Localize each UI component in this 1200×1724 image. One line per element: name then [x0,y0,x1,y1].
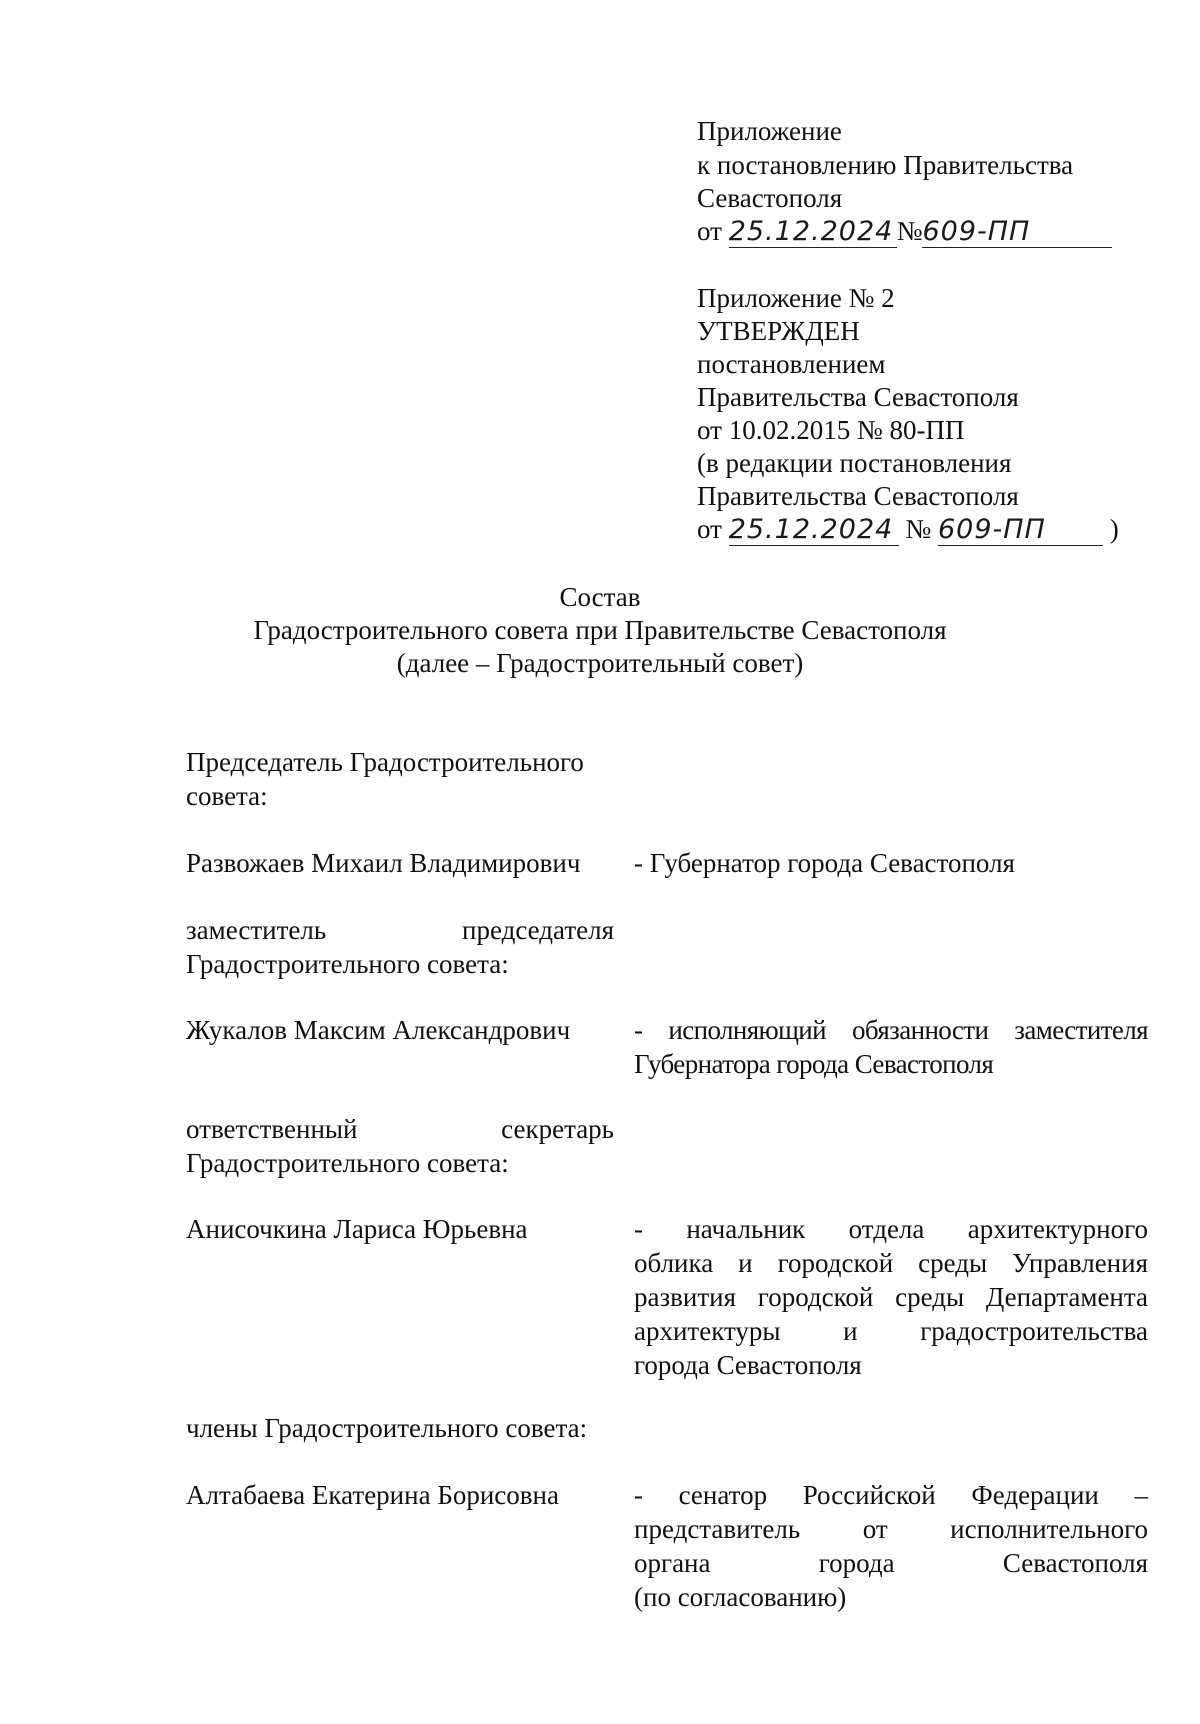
chair-name: Развожаев Михаил Владимирович [186,848,581,878]
handwritten-date: 25.12.2024 [729,216,897,248]
title-council: Градостроительного совета при Правительстве Севастополя [253,615,947,645]
appendix-date-line [697,214,1112,248]
member-name: Алтабаева Екатерина Борисовна [186,1480,559,1510]
number-sign: № [905,514,932,544]
deputy-description: - исполняющий обязанности заместителя Губернатора города Севастополя [634,1015,1148,1079]
appendix-title: Приложение [697,116,842,146]
deputy-name: Жукалов Максим Александрович [186,1015,571,1045]
handwritten-number: 609-ПП [938,514,1103,546]
approval-date-line [697,512,1119,546]
title-abbrev: (далее – Градостроительный совет) [396,648,804,678]
closing-paren: ) [1109,514,1119,544]
secretary-name: Анисочкина Лариса Юрьевна [186,1214,528,1244]
by-resolution: постановлением [697,349,886,379]
chair-role: Председатель Градостроительного совета: [186,747,584,811]
title-composition: Состав [559,582,641,612]
members-role: члены Градостроительного совета: [186,1413,588,1443]
handwritten-number: 609-ПП [922,216,1112,248]
government-label: Правительства Севастополя [697,382,1019,412]
member-description: - сенатор Российской Федерации – представитель от исполнительного органа города Севастополя (по согласованию) [634,1480,1148,1612]
edition-line-1: (в редакции постановления [697,448,1012,478]
original-date: от 10.02.2015 № 80-ПП [697,415,965,445]
appendix-no: Приложение № 2 [697,283,895,313]
chair-description: - Губернатор города Севастополя [634,848,1015,878]
edition-line-2: Правительства Севастополя [697,481,1019,511]
secretary-description: - начальник отдела архитектурного облика и городской среды Управления развития городской среды Департамента архитектуры и градостроительства города Севастополя [634,1214,1148,1380]
handwritten-date: 25.12.2024 [729,514,899,546]
date-prefix: от [697,216,722,246]
date-prefix: от [697,514,722,544]
deputy-role: заместитель председателя Градостроительного совета: [186,915,614,979]
secretary-role: ответственный секретарь Градостроительного совета: [186,1114,614,1178]
appendix-city: Севастополя [697,183,843,213]
appendix-to: к постановлению Правительства [697,150,1074,180]
approved-label: УТВЕРЖДЕН [697,316,860,346]
number-sign: № [896,216,923,246]
